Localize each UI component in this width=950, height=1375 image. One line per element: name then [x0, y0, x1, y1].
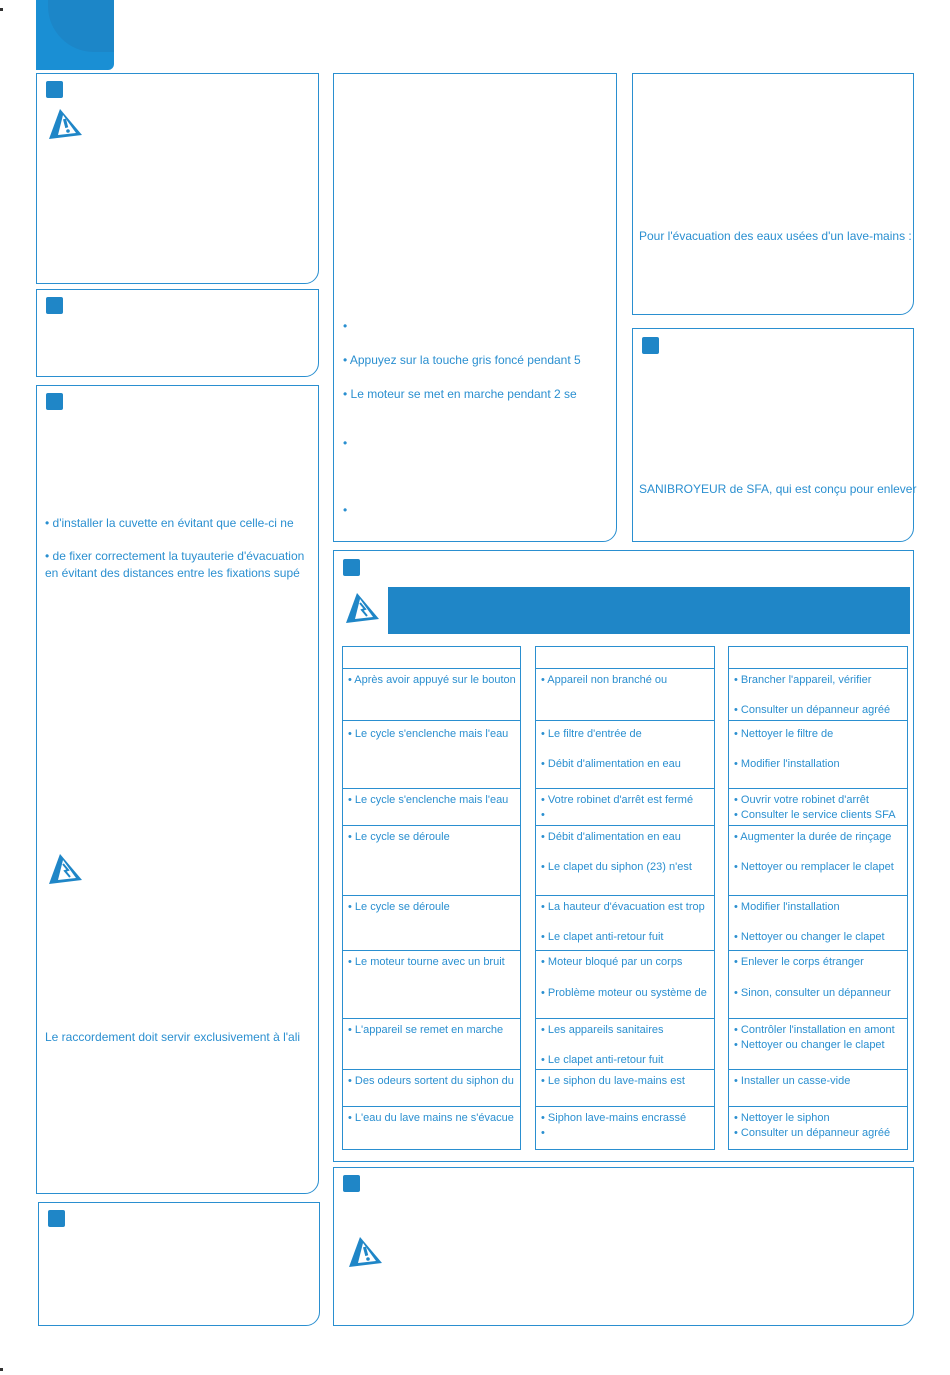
installation-bullet-2: • de fixer correctement la tuyauterie d'évacuation — [45, 549, 305, 563]
section-marker — [46, 81, 63, 98]
table-cell-cause: • — [541, 809, 545, 821]
installation-box — [36, 385, 319, 1194]
table-cell-remedy: • Installer un casse-vide — [734, 1075, 851, 1087]
table-cell-cause: • Appareil non branché ou — [541, 674, 668, 686]
table-cell-symptom: • Le cycle se déroule — [348, 831, 450, 843]
table-cell-remedy: • Nettoyer ou remplacer le clapet — [734, 861, 894, 873]
electric-hazard-icon — [343, 591, 381, 625]
column-header-cause — [535, 646, 715, 669]
table-cell-symptom: • Le cycle s'enclenche mais l'eau — [348, 728, 509, 740]
table-cell-remedy: • Nettoyer ou changer le clapet — [734, 1039, 885, 1051]
table-cell-cause: • Débit d'alimentation en eau — [541, 758, 681, 770]
installation-bullet-2-cont: en évitant des distances entre les fixations supé — [45, 566, 300, 580]
table-cell-symptom: • Après avoir appuyé sur le bouton — [348, 674, 516, 686]
section-marker — [343, 1175, 360, 1192]
table-cell-cause: • Moteur bloqué par un corps — [541, 956, 683, 968]
table-cell-symptom: • Le moteur tourne avec un bruit — [348, 956, 505, 968]
table-cell-remedy: • Modifier l'installation — [734, 901, 840, 913]
table-cell-cause: • Le clapet anti-retour fuit — [541, 931, 664, 943]
procedure-bullet-5: • — [343, 503, 348, 517]
table-cell-remedy: • Consulter le service clients SFA — [734, 809, 896, 821]
procedure-bullet-3: • Le moteur se met en marche pendant 2 se — [343, 387, 577, 401]
section-marker — [343, 559, 360, 576]
procedure-bullet-4: • — [343, 436, 348, 450]
section-marker — [46, 297, 63, 314]
product-text: SANIBROYEUR de SFA, qui est conçu pour enlever — [639, 482, 917, 496]
table-cell-cause: • Le clapet du siphon (23) n'est — [541, 861, 692, 873]
table-cell-symptom: • Le cycle s'enclenche mais l'eau — [348, 794, 509, 806]
connection-note: Le raccordement doit servir exclusivement à l'ali — [45, 1030, 301, 1044]
table-cell-remedy: • Contrôler l'installation en amont — [734, 1024, 895, 1036]
usage-text: Pour l'évacuation des eaux usées d'un lave-mains : — [639, 229, 912, 243]
table-cell-cause: • — [541, 1127, 545, 1139]
crop-mark — [0, 8, 3, 11]
table-cell-remedy: • Augmenter la durée de rinçage — [734, 831, 892, 843]
table-cell-remedy: • Modifier l'installation — [734, 758, 840, 770]
troubleshooting-banner — [388, 587, 910, 634]
usage-box — [632, 73, 914, 315]
safety-box — [36, 73, 319, 284]
table-cell-remedy: • Nettoyer ou changer le clapet — [734, 931, 885, 943]
table-cell-remedy: • Ouvrir votre robinet d'arrêt — [734, 794, 869, 806]
table-cell-cause: • Le filtre d'entrée de — [541, 728, 642, 740]
product-box — [632, 328, 917, 542]
info-box — [36, 289, 319, 377]
column-header-remedy — [728, 646, 908, 669]
bottom-left-box — [38, 1202, 320, 1326]
table-cell-remedy: • Consulter un dépanneur agréé — [734, 1127, 891, 1139]
chapter-tab — [36, 0, 114, 70]
table-cell-remedy: • Nettoyer le filtre de — [734, 728, 834, 740]
table-cell-remedy: • Consulter un dépanneur agréé — [734, 704, 891, 716]
table-cell-symptom: • L'eau du lave mains ne s'évacue — [348, 1112, 514, 1124]
table-cell-cause: • La hauteur d'évacuation est trop — [541, 901, 705, 913]
warning-triangle-icon — [46, 107, 84, 141]
warning-triangle-icon — [346, 1235, 384, 1269]
installation-bullet-1: • d'installer la cuvette en évitant que celle-ci ne — [45, 516, 294, 530]
section-marker — [48, 1210, 65, 1227]
crop-mark — [0, 1368, 3, 1371]
table-cell-symptom: • Des odeurs sortent du siphon du — [348, 1075, 514, 1087]
table-cell-cause: • Le siphon du lave-mains est — [541, 1075, 685, 1087]
table-cell-remedy: • Brancher l'appareil, vérifier — [734, 674, 872, 686]
column-header-symptom — [342, 646, 521, 669]
table-cell-cause: • Votre robinet d'arrêt est fermé — [541, 794, 694, 806]
table-cell-cause: • Le clapet anti-retour fuit — [541, 1054, 664, 1066]
table-cell-remedy: • Sinon, consulter un dépanneur — [734, 987, 891, 999]
table-cell-symptom: • Le cycle se déroule — [348, 901, 450, 913]
section-marker — [642, 337, 659, 354]
table-cell-symptom: • L'appareil se remet en marche — [348, 1024, 504, 1036]
table-cell-cause: • Siphon lave-mains encrassé — [541, 1112, 687, 1124]
procedure-bullet-2: • Appuyez sur la touche gris foncé pendant 5 — [343, 353, 581, 367]
electric-hazard-icon — [46, 852, 84, 886]
section-marker — [46, 393, 63, 410]
table-cell-cause: • Problème moteur ou système de — [541, 987, 707, 999]
maintenance-box — [333, 1167, 914, 1326]
procedure-box — [333, 73, 617, 542]
table-cell-remedy: • Nettoyer le siphon — [734, 1112, 830, 1124]
table-cell-cause: • Débit d'alimentation en eau — [541, 831, 681, 843]
procedure-bullet-1: • — [343, 319, 348, 333]
table-cell-cause: • Les appareils sanitaires — [541, 1024, 664, 1036]
table-cell-remedy: • Enlever le corps étranger — [734, 956, 864, 968]
